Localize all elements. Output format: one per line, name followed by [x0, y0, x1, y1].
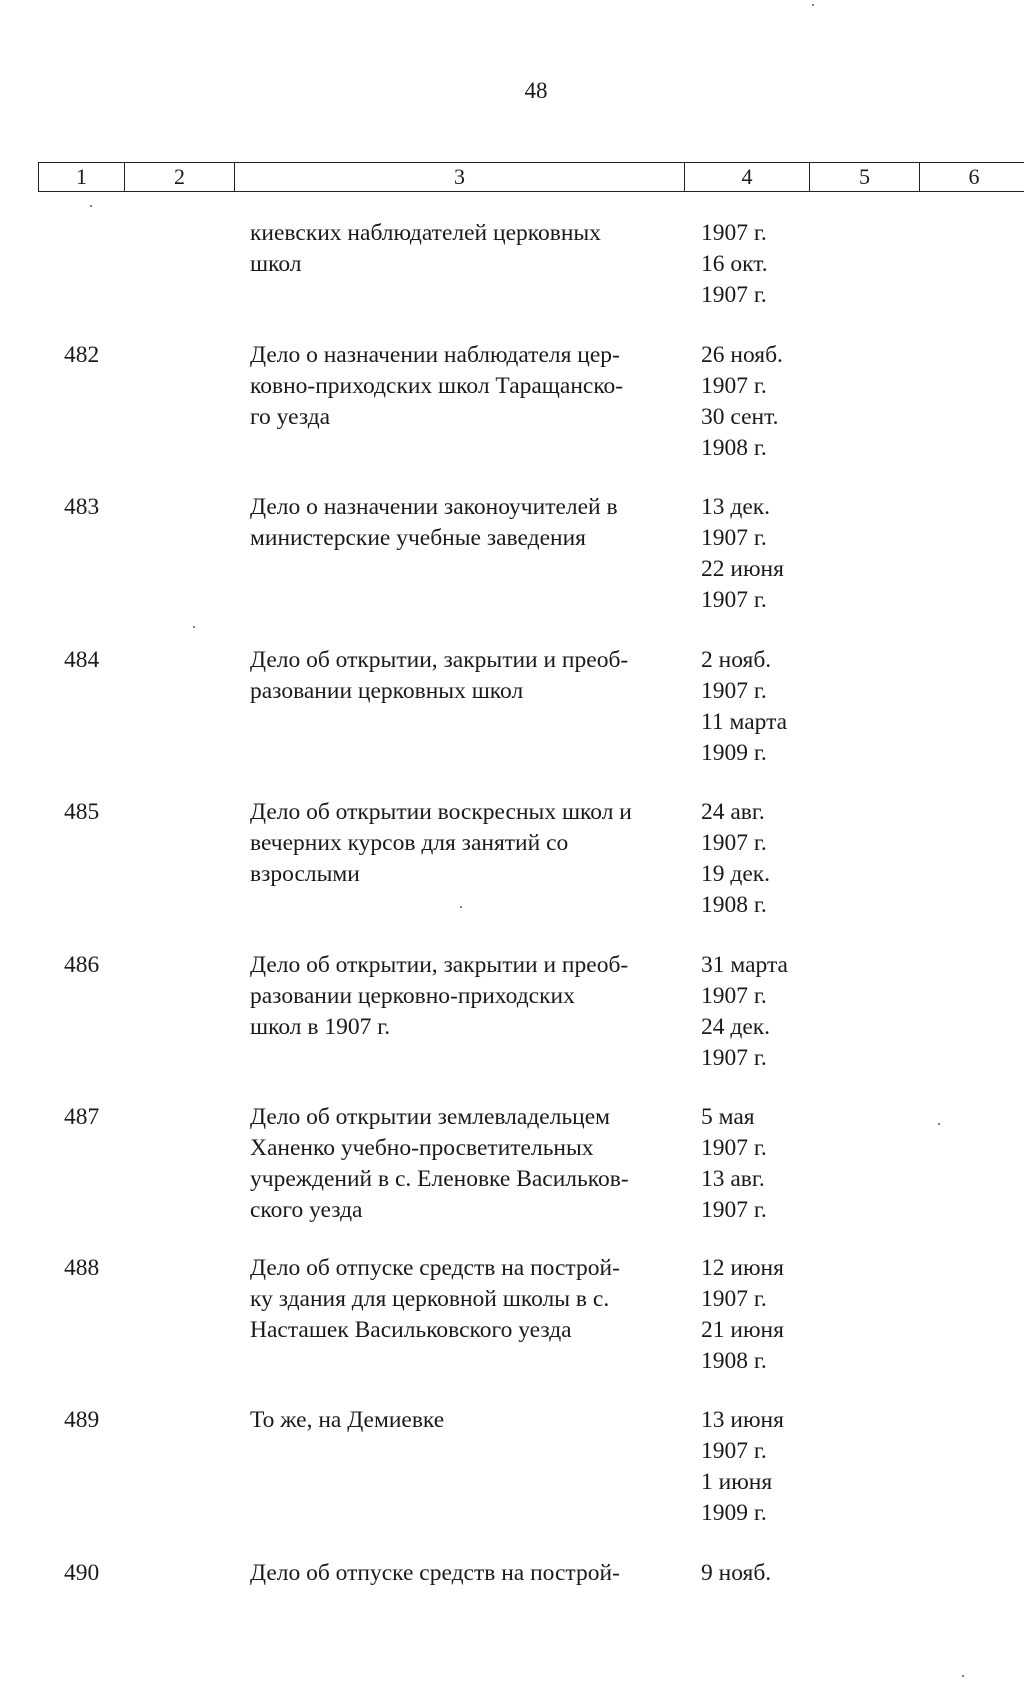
entry-dates: 5 мая 1907 г. 13 авг. 1907 г. — [701, 1104, 767, 1223]
page-number: 48 — [524, 78, 548, 103]
entry-dates: 9 нояб. — [701, 1560, 772, 1586]
entry-dates: 12 июня 1907 г. 21 июня 1908 г. — [701, 1255, 784, 1374]
entry-dates: 1907 г. 16 окт. 1907 г. — [701, 220, 768, 308]
header-col-3: 3 — [234, 163, 684, 191]
entry-dates: 2 нояб. 1907 г. 11 марта 1909 г. — [701, 647, 788, 766]
scan-speck — [962, 1675, 964, 1677]
entry-title: Дело о назначении наблюдателя цер- ковно-приходских школ Таращанско- го уезда — [250, 342, 624, 430]
entry-title: То же, на Демиевке — [250, 1407, 445, 1433]
entry-title: Дело об открытии воскресных школ и вечерних курсов для занятий со взрослыми — [250, 799, 632, 887]
entry-number: 485 — [64, 799, 100, 825]
scan-speck — [193, 626, 195, 628]
entry-number: 489 — [64, 1407, 100, 1433]
entry-title: киевских наблюдателей церковных школ — [250, 220, 601, 277]
header-col-2: 2 — [124, 163, 234, 191]
header-col-6: 6 — [919, 163, 1024, 191]
entry-number: 490 — [64, 1560, 100, 1586]
entry-title: Дело об отпуске средств на построй- — [250, 1560, 620, 1586]
header-col-4: 4 — [684, 163, 809, 191]
scan-speck — [460, 906, 462, 908]
entry-dates: 13 июня 1907 г. 1 июня 1909 г. — [701, 1407, 784, 1526]
scan-speck — [938, 1123, 940, 1125]
table-header — [38, 162, 1024, 192]
entry-number: 483 — [64, 494, 100, 520]
entry-number: 484 — [64, 647, 100, 673]
header-col-1: 1 — [38, 163, 124, 191]
entry-number: 488 — [64, 1255, 100, 1281]
entry-title: Дело об открытии, закрытии и преоб- разовании церковно-приходских школ в 1907 г. — [250, 952, 629, 1040]
entry-title: Дело о назначении законоучителей в министерские учебные заведения — [250, 494, 618, 551]
entry-dates: 31 марта 1907 г. 24 дек. 1907 г. — [701, 952, 788, 1071]
scan-speck — [90, 205, 92, 207]
entry-title: Дело об отпуске средств на построй- ку здания для церковной школы в с. Насташек Васильковского уезда — [250, 1255, 620, 1343]
entry-dates: 26 нояб. 1907 г. 30 сент. 1908 г. — [701, 342, 783, 461]
header-col-5: 5 — [809, 163, 919, 191]
entry-dates: 13 дек. 1907 г. 22 июня 1907 г. — [701, 494, 784, 613]
entry-number: 482 — [64, 342, 100, 368]
entry-title: Дело об открытии землевладельцем Ханенко учебно-просветительных учреждений в с. Еленовке Васильков- ского уезда — [250, 1104, 629, 1223]
entry-number: 487 — [64, 1104, 100, 1130]
entry-number: 486 — [64, 952, 100, 978]
entry-title: Дело об открытии, закрытии и преоб- разовании церковных школ — [250, 647, 629, 704]
scan-speck — [812, 4, 814, 6]
entry-dates: 24 авг. 1907 г. 19 дек. 1908 г. — [701, 799, 771, 918]
